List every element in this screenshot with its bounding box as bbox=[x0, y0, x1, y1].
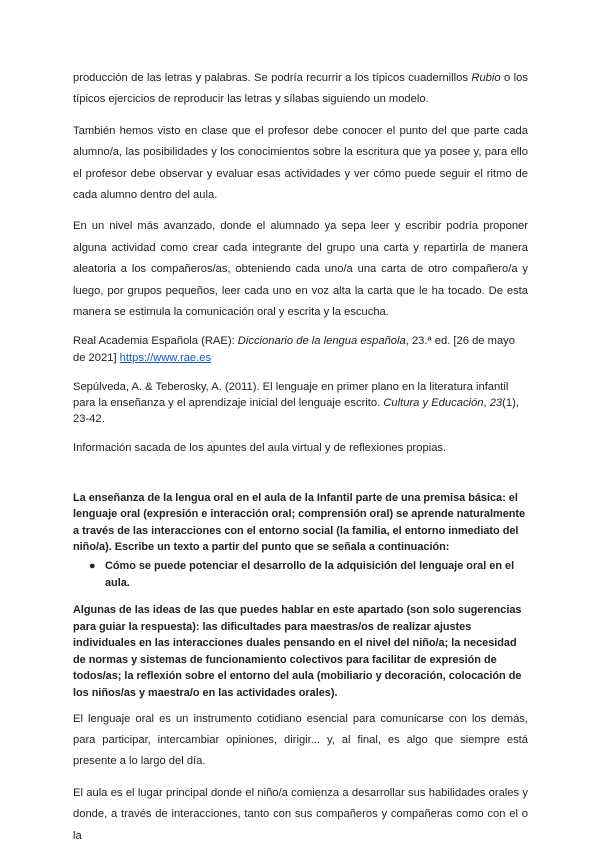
italic-rubio: Rubio bbox=[471, 72, 501, 84]
reference-sepulveda: Sepúlveda, A. & Teberosky, A. (2011). El lenguaje en primer plano en la literatura infantil para la enseñanza y el aprendizaje inicial del lenguaje escrito. Cultura y Educación, 23(1), 23-42. bbox=[73, 380, 519, 426]
source-note: Información sacada de los apuntes del aula virtual y de reflexiones propias. bbox=[73, 442, 447, 455]
paragraph-classroom: El aula es el lugar principal donde el niño/a comienza a desarrollar sus habilidades orales y donde, a través de interacciones, tanto con sus compañeros y compañeras como con el o la bbox=[73, 786, 528, 842]
bullet-icon: ● bbox=[89, 560, 96, 573]
paragraph-oral-language: El lenguaje oral es un instrumento cotidiano esencial para comunicarse con los demás, para participar, intercambiar opiniones, dirigir... y, al final, es algo que siempre está presente a lo largo del día. bbox=[73, 712, 528, 768]
task-bullet-item: ● Cómo se puede potenciar el desarrollo de la adquisición del lenguaje oral en el aula. bbox=[89, 560, 515, 590]
rae-link[interactable]: https://www.rae.es bbox=[119, 351, 212, 364]
paragraph-writing-models: producción de las letras y palabras. Se podría recurrir a los típicos cuadernillos Rubio o los típicos ejercicios de reproducir las letras y sílabas siguiendo un modelo. bbox=[73, 72, 528, 106]
task-suggestions: Algunas de las ideas de las que puedes hablar en este apartado (son solo sugerencias para guiar la respuesta): las dificultades para maestras/os de realizar ajustes individuales en las interacciones duales pensando en el nivel del niño/a; la necesidad de normas y sistemas de funcionamiento colectivos para facilitar de expresión de todos/as; la reflexión sobre el entorno del aula (mobiliario y decoración, colocación de los niños/as y maestra/o en las actividades orales). bbox=[73, 604, 522, 700]
reference-rae: Real Academia Española (RAE): Diccionario de la lengua española, 23.ª ed. [26 de mayo de 2021] https://www.rae.es bbox=[73, 335, 515, 364]
task-intro: La enseñanza de la lengua oral en el aula de la Infantil parte de una premisa básica: el lenguaje oral (expresión e interacción oral; comprensión oral) se aprende naturalmente a través de las interacciones con el entorno social (la familia, el entorno inmediato del niño/a). Escribe un texto a partir del punto que se señala a continuación: bbox=[73, 491, 526, 554]
reference-rae-title: Diccionario de la lengua española bbox=[237, 335, 406, 348]
paragraph-teacher-observation: También hemos visto en clase que el profesor debe conocer el punto del que parte cada alumno/a, las posibilidades y los conocimientos sobre la escritura que ya posee y, para ello el profesor debe observar y evaluar esas actividades y ver cómo puede seguir el ritmo de cada alumno dentro del aula. bbox=[73, 124, 528, 202]
task-bullet-list bbox=[73, 558, 528, 592]
reference-journal: Cultura y Educación bbox=[383, 397, 484, 410]
paragraph-advanced-level: En un nivel más avanzado, donde el alumnado ya sepa leer y escribir podría proponer alguna actividad como crear cada integrante del grupo una carta y repartirla de manera aleatoria a los compañeros/as, obteniendo cada uno/a una carta de otro compañero/a y luego, por grupos pequeños, leer cada uno en voz alta la carta que le ha tocado. De esta manera se estimula la comunicación oral y escrita y la escucha. bbox=[73, 220, 528, 319]
reference-volume: 23 bbox=[489, 397, 503, 410]
